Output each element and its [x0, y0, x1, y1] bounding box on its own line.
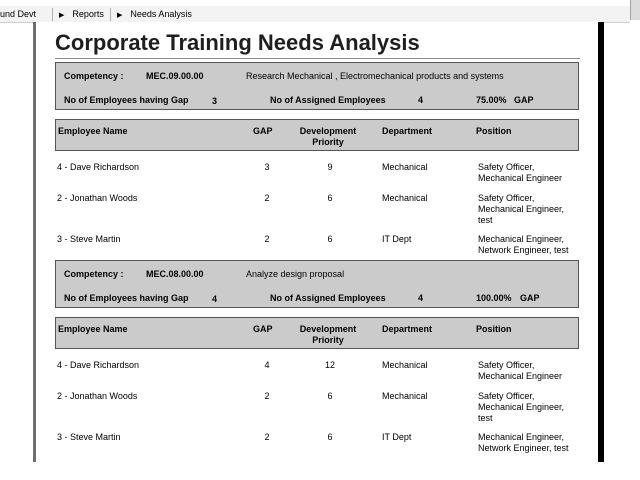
gap-label: GAP [514, 95, 534, 105]
competency-code: MEC.08.00.00 [146, 269, 204, 279]
position-value: Safety Officer, Mechanical Engineer, test [478, 391, 565, 423]
position-value: Safety Officer, Mechanical Engineer [478, 360, 563, 381]
assigned-count: 4 [418, 95, 424, 105]
gap-value: 4 [264, 360, 270, 370]
column-department: Department [382, 324, 433, 334]
window-edge [630, 0, 640, 20]
gap-value: 2 [264, 432, 270, 442]
breadcrumb-label: und Devt [0, 9, 37, 19]
department-value: Mechanical [382, 162, 428, 172]
employee-name: 4 - Dave Richardson [57, 162, 140, 172]
priority-value: 6 [327, 234, 333, 244]
gap-label: GAP [520, 293, 540, 303]
breadcrumb-label: Reports [72, 9, 104, 19]
priority-value: 9 [327, 162, 333, 172]
gap-value: 3 [264, 162, 270, 172]
report-page [36, 22, 598, 462]
competency-label: Competency : [64, 71, 124, 81]
department-value: Mechanical [382, 193, 428, 203]
competency-summary [55, 260, 579, 308]
gap-percent: 75.00% [476, 95, 507, 105]
viewer-scrollbar[interactable] [598, 22, 604, 462]
title-divider [55, 58, 580, 59]
breadcrumb [0, 6, 630, 23]
competency-code: MEC.09.00.00 [146, 71, 204, 81]
employees-gap-label: No of Employees having Gap [64, 293, 189, 303]
competency-description: Analyze design proposal [246, 269, 345, 279]
competency-label: Competency : [64, 269, 124, 279]
employee-name: 4 - Dave Richardson [57, 360, 140, 370]
column-position: Position [476, 126, 512, 136]
competency-summary [55, 62, 579, 110]
assigned-label: No of Assigned Employees [270, 95, 386, 105]
gap-percent: 100.00% [476, 293, 512, 303]
priority-value: 12 [324, 360, 335, 370]
column-position: Position [476, 324, 512, 334]
employee-name: 2 - Jonathan Woods [57, 391, 138, 401]
competency-description: Research Mechanical , Electromechanical products and systems [246, 71, 504, 81]
employees-gap-label: No of Employees having Gap [64, 95, 189, 105]
gap-value: 2 [264, 193, 270, 203]
table-header [55, 317, 579, 349]
breadcrumb-separator [52, 8, 53, 21]
assigned-label: No of Assigned Employees [270, 293, 386, 303]
employees-gap-count: 4 [212, 294, 218, 304]
gap-value: 2 [264, 391, 270, 401]
assigned-count: 4 [418, 293, 424, 303]
chevron-right-icon: ▶ [59, 12, 65, 19]
employees-gap-count: 3 [212, 96, 218, 106]
breadcrumb-label: Needs Analysis [130, 9, 192, 19]
gap-value: 2 [264, 234, 270, 244]
column-gap: GAP [253, 126, 273, 136]
priority-value: 6 [327, 432, 333, 442]
priority-value: 6 [327, 391, 333, 401]
position-value: Safety Officer, Mechanical Engineer [478, 162, 563, 183]
department-value: IT Dept [382, 234, 412, 244]
department-value: IT Dept [382, 432, 412, 442]
position-value: Mechanical Engineer, Network Engineer, test [478, 432, 569, 453]
column-development-priority: Development Priority [299, 324, 357, 345]
column-employee-name: Employee Name [58, 126, 128, 136]
position-value: Mechanical Engineer, Network Engineer, test [478, 234, 569, 255]
breadcrumb-item-reports[interactable] [52, 6, 104, 22]
chevron-right-icon: ▶ [117, 12, 123, 19]
column-gap: GAP [253, 324, 273, 334]
priority-value: 6 [327, 193, 333, 203]
breadcrumb-item-development[interactable] [0, 6, 36, 22]
employee-name: 3 - Steve Martin [57, 234, 121, 244]
employee-name: 2 - Jonathan Woods [57, 193, 138, 203]
position-value: Safety Officer, Mechanical Engineer, test [478, 193, 565, 225]
employee-name: 3 - Steve Martin [57, 432, 121, 442]
table-header [55, 119, 579, 151]
department-value: Mechanical [382, 391, 428, 401]
department-value: Mechanical [382, 360, 428, 370]
page-title: Corporate Training Needs Analysis [55, 30, 420, 55]
breadcrumb-separator [110, 8, 111, 21]
column-development-priority: Development Priority [299, 126, 357, 147]
column-department: Department [382, 126, 433, 136]
column-employee-name: Employee Name [58, 324, 128, 334]
breadcrumb-item-needs-analysis[interactable] [110, 6, 192, 22]
